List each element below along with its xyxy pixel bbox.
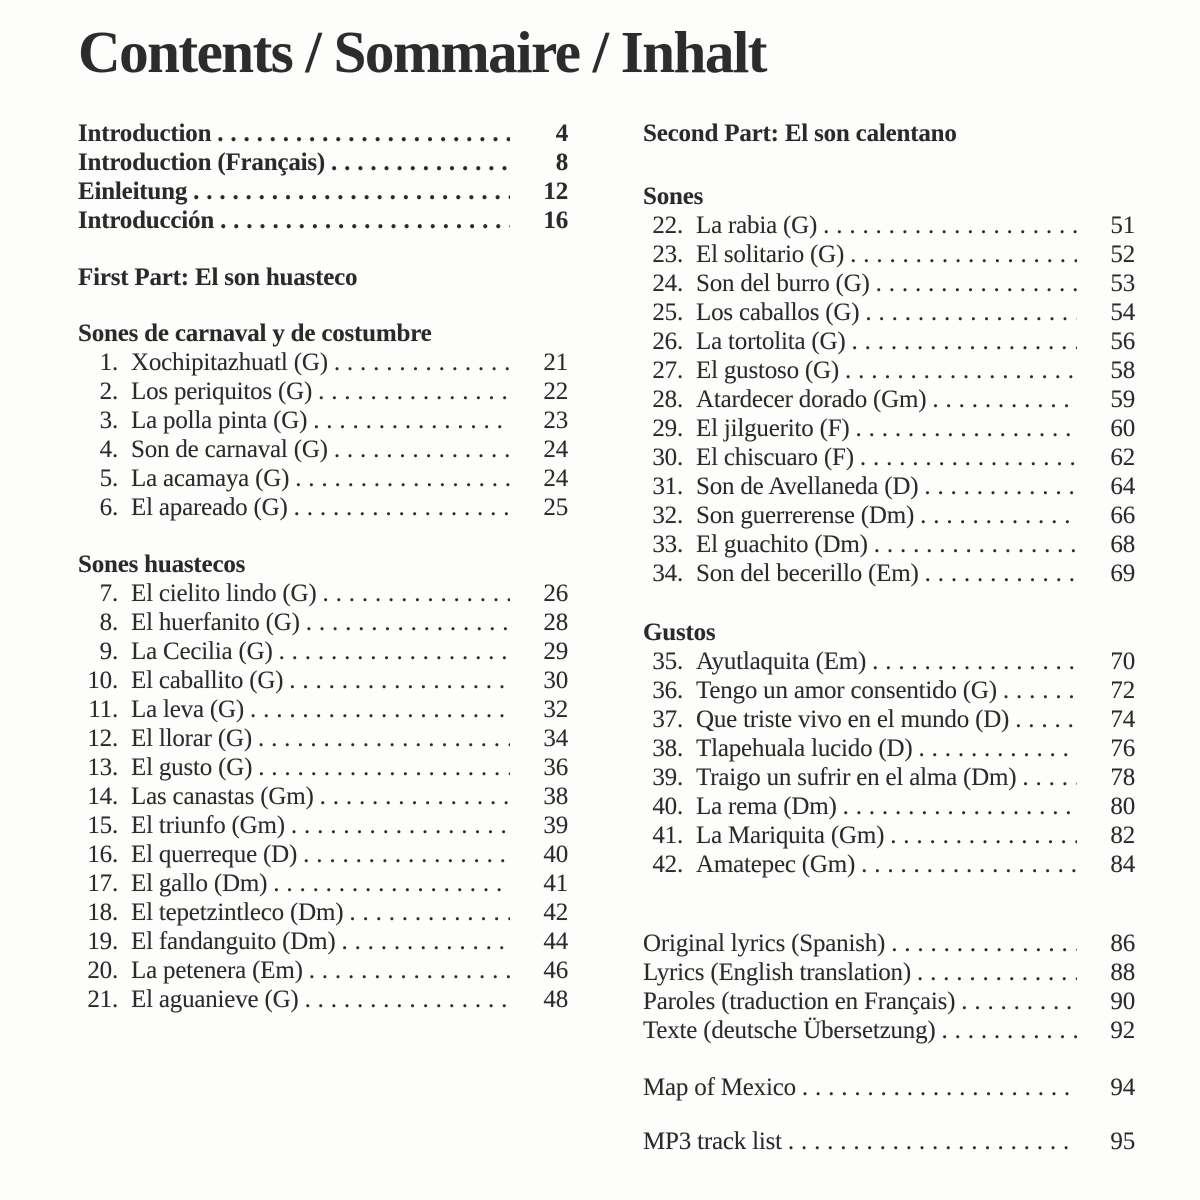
- toc-entry: [78, 695, 568, 724]
- toc-entry: [643, 705, 1135, 734]
- toc-entry-page: 69: [1110, 560, 1135, 587]
- toc-entry-title: Einleitung: [78, 178, 188, 205]
- toc-entry-title: Atardecer dorado (Gm): [696, 386, 927, 413]
- toc-entry-page: 44: [543, 928, 568, 955]
- toc-entry: [643, 501, 1135, 530]
- dot-leader: [850, 414, 1077, 443]
- toc-entry-number: 32.: [652, 502, 683, 529]
- dot-leader: [285, 811, 510, 840]
- toc-entry: [78, 666, 568, 695]
- dot-leader: [844, 240, 1077, 269]
- toc-entry-page: 21: [543, 349, 568, 376]
- dot-leader: [846, 327, 1077, 356]
- dot-leader: [267, 869, 510, 898]
- toc-entry: [78, 637, 568, 666]
- toc-entry-page: 24: [543, 436, 568, 463]
- toc-entry-number: 7.: [99, 580, 118, 607]
- toc-entry-title: Que triste vivo en el mundo (D): [696, 706, 1010, 733]
- toc-entry-page: 74: [1110, 706, 1135, 733]
- toc-entry-number: 18.: [87, 899, 118, 926]
- section-sones-carnaval: [78, 319, 568, 522]
- toc-entry: [78, 898, 568, 927]
- toc-entry-number: 31.: [652, 473, 683, 500]
- toc-entry-number: 22.: [652, 212, 683, 239]
- toc-entry-title: El chiscuaro (F): [696, 444, 854, 471]
- toc-entry-number: 38.: [652, 735, 683, 762]
- toc-entry-page: 62: [1110, 444, 1135, 471]
- section-sones: [643, 182, 1135, 588]
- toc-entry-page: 52: [1110, 241, 1135, 268]
- toc-entry: [78, 464, 568, 493]
- toc-entry-title: La acamaya (G): [131, 465, 290, 492]
- toc-entry-number: 33.: [652, 531, 683, 558]
- toc-entry: [78, 177, 568, 206]
- section-heading-sones-carnaval: Sones de carnaval y de costumbre: [78, 320, 432, 347]
- toc-entry-title: Son de carnaval (G): [131, 436, 328, 463]
- dot-leader: [919, 559, 1077, 588]
- dot-leader: [187, 177, 510, 206]
- toc-entry-page: 80: [1110, 793, 1135, 820]
- toc-entry-number: 1.: [99, 349, 118, 376]
- dot-leader: [343, 898, 510, 927]
- toc-entry-page: 12: [543, 178, 568, 205]
- toc-entry-page: 51: [1110, 212, 1135, 239]
- toc-entry-page: 92: [1110, 1017, 1135, 1044]
- toc-entry-page: 39: [543, 812, 568, 839]
- intro-entries: [78, 119, 568, 235]
- mp3-entry: [643, 1127, 1135, 1156]
- toc-entry-number: 5.: [99, 465, 118, 492]
- toc-entry-page: 16: [543, 207, 568, 234]
- dot-leader: [817, 211, 1077, 240]
- dot-leader: [211, 119, 510, 148]
- dot-leader: [335, 927, 510, 956]
- toc-entry-title: Paroles (traduction en Français): [643, 988, 956, 1015]
- toc-entry-number: 8.: [99, 609, 118, 636]
- toc-entry: [643, 958, 1135, 987]
- toc-entry-number: 37.: [652, 706, 683, 733]
- dot-leader: [317, 579, 510, 608]
- section-heading-sones-huastecos: Sones huastecos: [78, 551, 246, 578]
- dot-leader: [328, 348, 510, 377]
- dot-leader: [837, 792, 1077, 821]
- toc-entry-title: Los caballos (G): [696, 299, 860, 326]
- dot-leader: [918, 472, 1077, 501]
- dot-leader: [911, 958, 1077, 987]
- toc-entry-page: 64: [1110, 473, 1135, 500]
- toc-entry-number: 6.: [99, 494, 118, 521]
- page-title: Contents / Sommaire / Inhalt: [78, 19, 766, 85]
- toc-entry-page: 53: [1110, 270, 1135, 297]
- toc-entry: [78, 119, 568, 148]
- toc-entry-number: 35.: [652, 648, 683, 675]
- dot-leader: [855, 850, 1077, 879]
- toc-entry-number: 39.: [652, 764, 683, 791]
- toc-entry: [78, 579, 568, 608]
- toc-entry-page: 32: [543, 696, 568, 723]
- toc-entry-title: Los periquitos (G): [131, 378, 313, 405]
- dot-leader: [303, 956, 510, 985]
- toc-entry-title: Son guerrerense (Dm): [696, 502, 915, 529]
- toc-entry-page: 23: [543, 407, 568, 434]
- dot-leader: [914, 501, 1077, 530]
- toc-entry: [643, 763, 1135, 792]
- toc-entry: [643, 676, 1135, 705]
- toc-entry-number: 27.: [652, 357, 683, 384]
- toc-entry-page: 95: [1110, 1128, 1135, 1155]
- dot-leader: [955, 987, 1077, 1016]
- dot-leader: [300, 608, 510, 637]
- toc-entry-number: 17.: [87, 870, 118, 897]
- toc-entry-page: 68: [1110, 531, 1135, 558]
- dot-leader: [252, 753, 510, 782]
- dot-leader: [782, 1127, 1077, 1156]
- toc-entry: [643, 559, 1135, 588]
- toc-entry: [78, 377, 568, 406]
- toc-entry-number: 20.: [87, 957, 118, 984]
- toc-entry-title: La rema (Dm): [696, 793, 837, 820]
- dot-leader: [314, 782, 510, 811]
- toc-entry-title: Ayutlaquita (Em): [696, 648, 867, 675]
- toc-entry-title: El tepetzintleco (Dm): [131, 899, 344, 926]
- toc-entry: [643, 472, 1135, 501]
- toc-entry-number: 29.: [652, 415, 683, 442]
- toc-entry-title: El triunfo (Gm): [131, 812, 285, 839]
- toc-entry-page: 40: [543, 841, 568, 868]
- dot-leader: [1016, 763, 1077, 792]
- toc-entry-title: Xochipitazhuatl (G): [131, 349, 328, 376]
- toc-entry-title: Tlapehuala lucido (D): [696, 735, 913, 762]
- toc-entry: [78, 608, 568, 637]
- toc-entry-title: El jilguerito (F): [696, 415, 850, 442]
- toc-entry-page: 94: [1110, 1074, 1135, 1101]
- toc-entry-number: 10.: [87, 667, 118, 694]
- dot-leader: [328, 435, 510, 464]
- dot-leader: [839, 356, 1077, 385]
- toc-entry-number: 12.: [87, 725, 118, 752]
- toc-entry-title: El caballito (G): [131, 667, 284, 694]
- toc-entry-number: 15.: [87, 812, 118, 839]
- toc-entry-title: El solitario (G): [696, 241, 845, 268]
- toc-entry-number: 34.: [652, 560, 683, 587]
- dot-leader: [859, 298, 1077, 327]
- toc-entry-title: La Cecilia (G): [131, 638, 273, 665]
- toc-entry-page: 88: [1110, 959, 1135, 986]
- toc-entry: [643, 1127, 1135, 1156]
- toc-entry-page: 66: [1110, 502, 1135, 529]
- dot-leader: [926, 385, 1077, 414]
- toc-entry: [78, 493, 568, 522]
- toc-entry-page: 29: [543, 638, 568, 665]
- section-items-sones: [643, 211, 1135, 588]
- dot-leader: [289, 464, 510, 493]
- toc-entry-page: 70: [1110, 648, 1135, 675]
- toc-entry: [643, 647, 1135, 676]
- toc-entry: [643, 385, 1135, 414]
- toc-entry-title: Introduction (Français): [78, 149, 326, 176]
- toc-entry-title: Son del becerillo (Em): [696, 560, 919, 587]
- toc-entry-page: 90: [1110, 988, 1135, 1015]
- toc-entry-page: 72: [1110, 677, 1135, 704]
- toc-entry-title: Texte (deutsche Übersetzung): [643, 1017, 936, 1044]
- toc-entry-number: 19.: [87, 928, 118, 955]
- toc-entry-title: El gusto (G): [131, 754, 253, 781]
- part-heading-first: First Part: El son huasteco: [78, 264, 358, 291]
- dot-leader: [214, 206, 510, 235]
- dot-leader: [325, 148, 510, 177]
- toc-entry-title: El gustoso (G): [696, 357, 840, 384]
- part-heading-second: Second Part: El son calentano: [643, 120, 957, 147]
- toc-entry-page: 36: [543, 754, 568, 781]
- toc-entry: [643, 1016, 1135, 1045]
- toc-entry-number: 30.: [652, 444, 683, 471]
- toc-entry-page: 25: [543, 494, 568, 521]
- toc-entry-title: Introduction: [78, 120, 212, 147]
- toc-entry: [78, 811, 568, 840]
- toc-entry-page: 86: [1110, 930, 1135, 957]
- toc-entry-page: 26: [543, 580, 568, 607]
- dot-leader: [244, 695, 510, 724]
- toc-entry-title: La rabia (G): [696, 212, 818, 239]
- toc-entry-title: Son del burro (G): [696, 270, 870, 297]
- dot-leader: [307, 406, 510, 435]
- toc-entry-page: 82: [1110, 822, 1135, 849]
- toc-entry-page: 34: [543, 725, 568, 752]
- toc-entry: [643, 929, 1135, 958]
- toc-entry-page: 76: [1110, 735, 1135, 762]
- section-heading-gustos: Gustos: [643, 619, 716, 646]
- toc-entry-page: 22: [543, 378, 568, 405]
- toc-entry-page: 48: [543, 986, 568, 1013]
- toc-entry-number: 23.: [652, 241, 683, 268]
- toc-entry-title: Lyrics (English translation): [643, 959, 911, 986]
- dot-leader: [299, 985, 510, 1014]
- toc-entry-number: 28.: [652, 386, 683, 413]
- map-entry: [643, 1073, 1135, 1102]
- toc-entry-page: 58: [1110, 357, 1135, 384]
- toc-entry-title: El apareado (G): [131, 494, 288, 521]
- back-matter-entries: [643, 929, 1135, 1045]
- toc-entry-page: 46: [543, 957, 568, 984]
- toc-left-column: [78, 119, 568, 1156]
- toc-entry-number: 3.: [99, 407, 118, 434]
- toc-entry-number: 40.: [652, 793, 683, 820]
- toc-entry-title: El guachito (Dm): [696, 531, 868, 558]
- toc-entry-title: Map of Mexico: [643, 1074, 796, 1101]
- toc-entry-number: 25.: [652, 299, 683, 326]
- toc-entry: [78, 148, 568, 177]
- dot-leader: [273, 637, 510, 666]
- toc-entry: [78, 782, 568, 811]
- toc-entry: [78, 956, 568, 985]
- toc-entry-number: 14.: [87, 783, 118, 810]
- section-items-sones-carnaval: [78, 348, 568, 522]
- toc-entry: [78, 927, 568, 956]
- toc-entry-page: 60: [1110, 415, 1135, 442]
- toc-entry: [643, 327, 1135, 356]
- dot-leader: [866, 647, 1077, 676]
- toc-entry-number: 24.: [652, 270, 683, 297]
- toc-entry-number: 36.: [652, 677, 683, 704]
- toc-entry: [643, 734, 1135, 763]
- toc-entry-title: Introducción: [78, 207, 215, 234]
- toc-entry-title: El fandanguito (Dm): [131, 928, 336, 955]
- toc-entry: [78, 840, 568, 869]
- toc-entry: [643, 211, 1135, 240]
- section-heading-sones: Sones: [643, 183, 704, 210]
- toc-entry-number: 41.: [652, 822, 683, 849]
- toc-entry: [643, 356, 1135, 385]
- toc-entry-title: El gallo (Dm): [131, 870, 268, 897]
- dot-leader: [868, 530, 1077, 559]
- toc-entry-page: 42: [543, 899, 568, 926]
- toc-entry-number: 26.: [652, 328, 683, 355]
- section-gustos: [643, 618, 1135, 879]
- toc-entry: [643, 821, 1135, 850]
- toc-entry-page: 4: [555, 120, 568, 147]
- dot-leader: [884, 821, 1077, 850]
- toc-entry-title: El querreque (D): [131, 841, 298, 868]
- toc-entry-title: Original lyrics (Spanish): [643, 930, 886, 957]
- toc-entry-title: La leva (G): [131, 696, 245, 723]
- toc-entry-title: El aguanieve (G): [131, 986, 299, 1013]
- toc-entry: [643, 269, 1135, 298]
- toc-entry: [643, 414, 1135, 443]
- toc-entry: [78, 348, 568, 377]
- toc-entry: [78, 753, 568, 782]
- dot-leader: [283, 666, 510, 695]
- toc-entry-title: El llorar (G): [131, 725, 252, 752]
- toc-entry-page: 30: [543, 667, 568, 694]
- toc-entry-title: Amatepec (Gm): [696, 851, 856, 878]
- toc-entry: [78, 406, 568, 435]
- toc-entry-title: El huerfanito (G): [131, 609, 300, 636]
- toc-entry-title: Las canastas (Gm): [131, 783, 314, 810]
- toc-entry-title: La tortolita (G): [696, 328, 846, 355]
- toc-entry-page: 24: [543, 465, 568, 492]
- toc-entry-number: 2.: [99, 378, 118, 405]
- toc-entry: [78, 985, 568, 1014]
- dot-leader: [796, 1073, 1077, 1102]
- toc-entry: [643, 443, 1135, 472]
- toc-entry: [643, 987, 1135, 1016]
- dot-leader: [297, 840, 510, 869]
- dot-leader: [997, 676, 1077, 705]
- toc-entry-title: La petenera (Em): [131, 957, 303, 984]
- toc-right-column: [643, 119, 1135, 1156]
- toc-entry-page: 84: [1110, 851, 1135, 878]
- toc-entry-title: Tengo un amor consentido (G): [696, 677, 997, 704]
- toc-entry-title: Traigo un sufrir en el alma (Dm): [696, 764, 1017, 791]
- dot-leader: [913, 734, 1077, 763]
- toc-entry: [78, 724, 568, 753]
- toc-entry-page: 41: [543, 870, 568, 897]
- toc-entry: [643, 792, 1135, 821]
- toc-entry-title: El cielito lindo (G): [131, 580, 317, 607]
- toc-entry-number: 21.: [87, 986, 118, 1013]
- dot-leader: [885, 929, 1077, 958]
- section-items-gustos: [643, 647, 1135, 879]
- dot-leader: [936, 1016, 1077, 1045]
- toc-entry: [643, 240, 1135, 269]
- toc-entry: [643, 1073, 1135, 1102]
- toc-entry-number: 13.: [87, 754, 118, 781]
- toc-entry: [643, 530, 1135, 559]
- dot-leader: [870, 269, 1077, 298]
- toc-entry-title: La polla pinta (G): [131, 407, 308, 434]
- toc-entry-number: 9.: [99, 638, 118, 665]
- dot-leader: [854, 443, 1077, 472]
- toc-entry-number: 4.: [99, 436, 118, 463]
- toc-entry-page: 56: [1110, 328, 1135, 355]
- toc-entry: [78, 206, 568, 235]
- toc-columns: [78, 119, 1138, 1156]
- toc-entry-title: MP3 track list: [643, 1128, 782, 1155]
- section-items-sones-huastecos: [78, 579, 568, 1014]
- dot-leader: [1009, 705, 1077, 734]
- toc-entry: [643, 298, 1135, 327]
- toc-entry-page: 78: [1110, 764, 1135, 791]
- toc-entry-number: 42.: [652, 851, 683, 878]
- toc-entry: [78, 869, 568, 898]
- toc-entry-page: 54: [1110, 299, 1135, 326]
- toc-entry-title: La Mariquita (Gm): [696, 822, 885, 849]
- toc-entry-number: 16.: [87, 841, 118, 868]
- toc-entry: [78, 435, 568, 464]
- toc-entry-title: Son de Avellaneda (D): [696, 473, 919, 500]
- toc-entry: [643, 850, 1135, 879]
- toc-entry-number: 11.: [88, 696, 118, 723]
- section-sones-huastecos: [78, 550, 568, 1014]
- dot-leader: [312, 377, 510, 406]
- dot-leader: [288, 493, 510, 522]
- toc-entry-page: 38: [543, 783, 568, 810]
- toc-entry-page: 8: [555, 149, 568, 176]
- toc-entry-page: 28: [543, 609, 568, 636]
- toc-entry-page: 59: [1110, 386, 1135, 413]
- dot-leader: [252, 724, 510, 753]
